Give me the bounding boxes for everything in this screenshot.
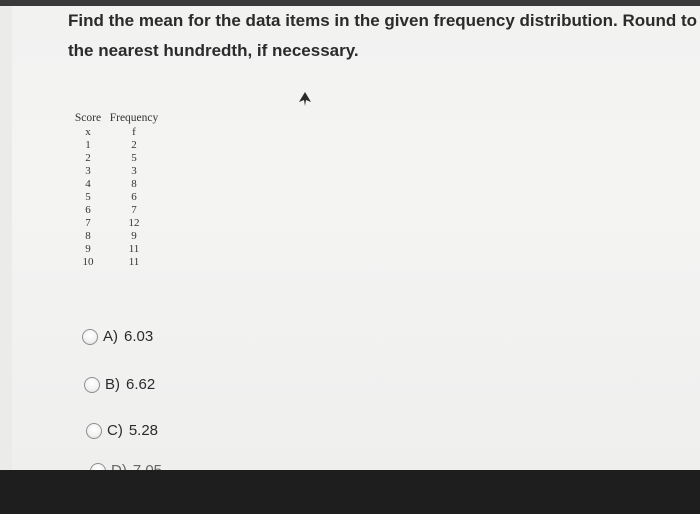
- f-subheader: f: [132, 126, 136, 138]
- option-value: 6.03: [124, 328, 154, 345]
- table-row: [72, 243, 164, 256]
- radio-button-icon[interactable]: [82, 329, 98, 345]
- frequency-cell: 5: [131, 152, 137, 164]
- table-row: [72, 178, 164, 191]
- option-letter: A): [103, 328, 118, 345]
- score-cell: 10: [82, 256, 94, 268]
- score-cell: 4: [85, 178, 91, 190]
- frequency-cell: 9: [131, 230, 137, 242]
- frequency-table: [72, 110, 164, 269]
- frequency-cell: 6: [131, 191, 137, 203]
- question-page: [12, 6, 700, 470]
- score-header: Score: [74, 112, 102, 124]
- radio-button-icon[interactable]: [84, 377, 100, 393]
- score-cell: 9: [85, 243, 91, 255]
- option-value: 5.28: [128, 422, 159, 439]
- score-cell: 3: [85, 165, 91, 177]
- table-row: [72, 256, 164, 269]
- question-text: Find the mean for the data items in the given frequency distribution. Round to the nearest hundredth, if necessary.: [68, 11, 698, 60]
- score-cell: 1: [85, 139, 91, 151]
- option-b[interactable]: [84, 376, 155, 393]
- option-letter: B): [105, 376, 120, 393]
- score-cell: 7: [85, 217, 91, 229]
- option-c[interactable]: [86, 422, 158, 439]
- frequency-cell: 3: [131, 165, 137, 177]
- table-row: [72, 230, 164, 243]
- frequency-cell: 12: [128, 217, 140, 229]
- frequency-cell: 8: [131, 178, 137, 190]
- frequency-cell: 7: [131, 204, 137, 216]
- score-cell: 6: [85, 204, 91, 216]
- frequency-cell: 11: [128, 256, 140, 268]
- mouse-cursor-icon: [299, 92, 311, 106]
- table-row: [72, 152, 164, 165]
- score-cell: 5: [85, 191, 91, 203]
- table-row: [72, 139, 164, 152]
- score-cell: 8: [85, 230, 91, 242]
- score-cell: 2: [85, 152, 91, 164]
- table-row: [72, 191, 164, 204]
- frequency-cell: 11: [128, 243, 140, 255]
- x-subheader: x: [85, 126, 91, 138]
- bottom-frame: [0, 470, 700, 514]
- table-row: [72, 204, 164, 217]
- radio-button-icon[interactable]: [86, 423, 102, 439]
- option-a[interactable]: [82, 328, 153, 345]
- table-row: [72, 165, 164, 178]
- table-row: [72, 217, 164, 230]
- option-letter: C): [107, 422, 123, 439]
- option-value: 6.62: [126, 376, 156, 393]
- frequency-cell: 2: [131, 139, 137, 151]
- frequency-header: Frequency: [109, 112, 159, 124]
